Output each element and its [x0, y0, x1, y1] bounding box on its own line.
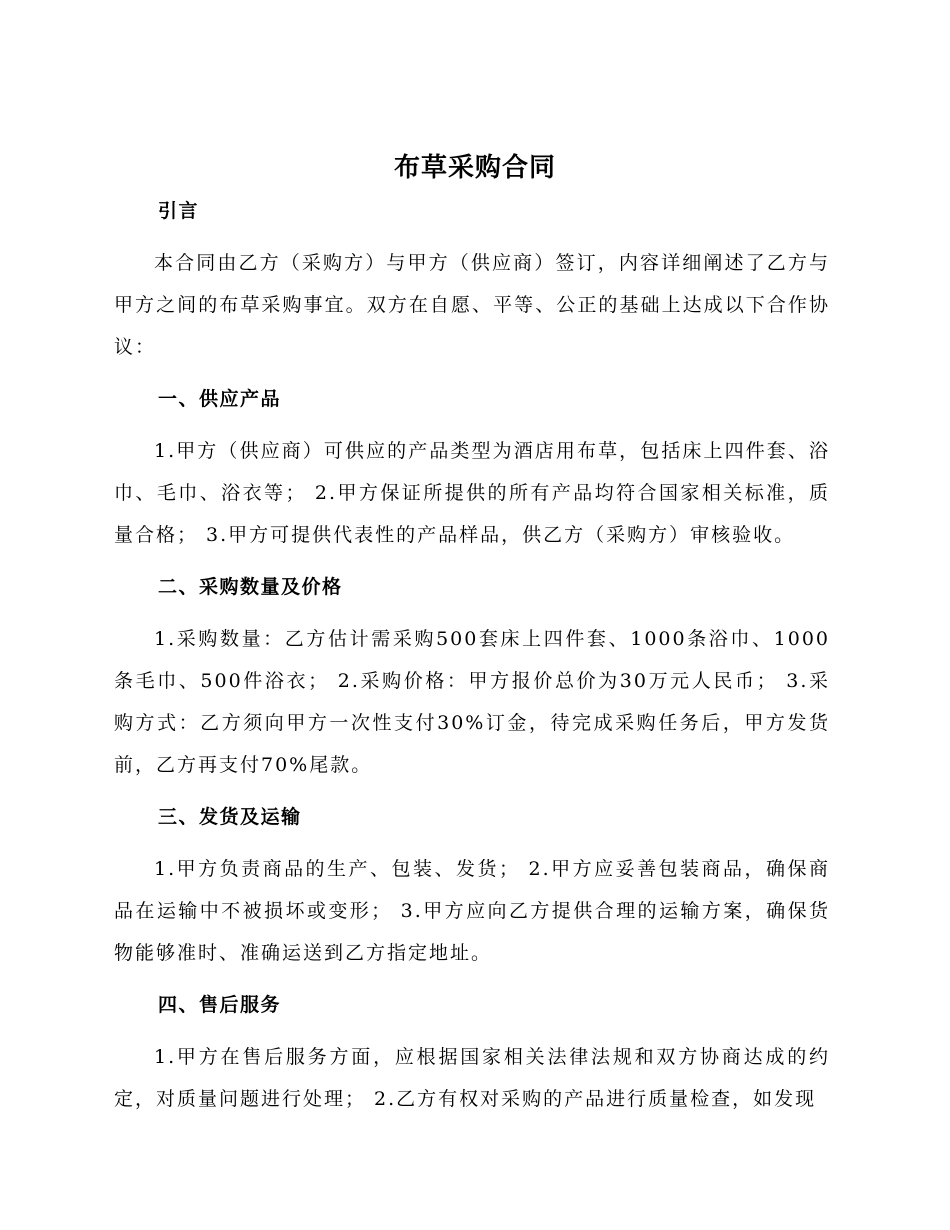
section-body-shipping: 1.甲方负责商品的生产、包装、发货； 2.甲方应妥善包装商品，确保商品在运输中不被损坏或变形； 3.甲方应向乙方提供合理的运输方案，确保货物能够准时、准确运送到乙方指定地址。: [114, 858, 830, 964]
section-heading-intro: 引言: [158, 200, 200, 222]
section-body-products: 1.甲方（供应商）可供应的产品类型为酒店用布草，包括床上四件套、浴巾、毛巾、浴衣等； 2.甲方保证所提供的所有产品均符合国家相关标准，质量合格； 3.甲方可提供代表性的产品样品，供乙方（采购方）审核验收。: [114, 440, 830, 546]
section-heading-after-sales: 四、售后服务: [158, 994, 282, 1016]
section-heading-shipping: 三、发货及运输: [158, 806, 302, 828]
section-heading-products: 一、供应产品: [158, 388, 282, 410]
section-body-intro: 本合同由乙方（采购方）与甲方（供应商）签订，内容详细阐述了乙方与甲方之间的布草采购事宜。双方在自愿、平等、公正的基础上达成以下合作协议：: [114, 252, 830, 358]
section-body-quantity-price: 1.采购数量：乙方估计需采购500套床上四件套、1000条浴巾、1000条毛巾、500件浴衣； 2.采购价格：甲方报价总价为30万元人民币； 3.采购方式：乙方须向甲方一次性支付30%订金，待完成采购任务后，甲方发货前，乙方再支付70%尾款。: [114, 628, 830, 776]
document-title: 布草采购合同: [393, 153, 556, 183]
section-body-after-sales: 1.甲方在售后服务方面，应根据国家相关法律法规和双方协商达成的约定，对质量问题进行处理； 2.乙方有权对采购的产品进行质量检查，如发现: [114, 1046, 830, 1110]
section-heading-quantity-price: 二、采购数量及价格: [158, 576, 343, 598]
